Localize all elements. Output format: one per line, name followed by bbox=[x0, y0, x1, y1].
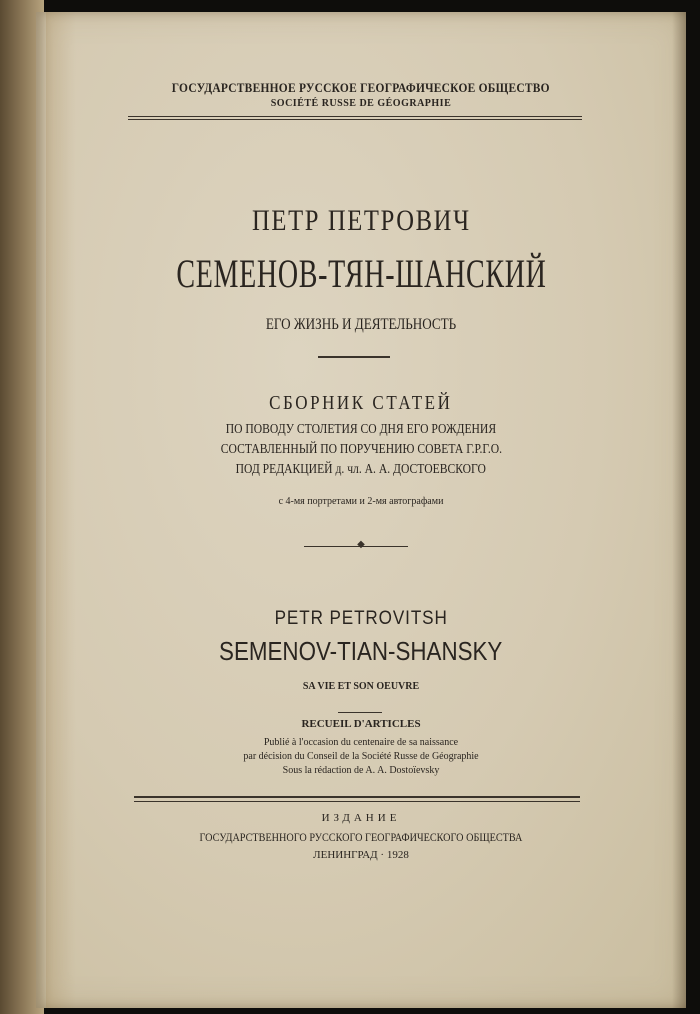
header-rule-1 bbox=[128, 116, 582, 117]
french-collection-line-text: Publié à l'occasion du centenaire de sa naissance bbox=[263, 737, 459, 748]
french-name-line1 bbox=[36, 608, 686, 630]
russian-name-line1-text: ПЕТР ПЕТРОВИЧ bbox=[251, 204, 471, 237]
russian-name-line2 bbox=[36, 250, 686, 297]
french-subtitle-text: SA VIE ET SON OEUVRE bbox=[302, 681, 420, 692]
imprint-publisher bbox=[36, 830, 686, 845]
french-collection-line bbox=[36, 765, 686, 776]
french-collection-line bbox=[36, 751, 686, 762]
russian-name-line1 bbox=[36, 204, 686, 238]
ornament-diamond: ◆ bbox=[357, 539, 365, 550]
french-divider bbox=[338, 712, 382, 713]
illustrations-note-text: с 4-мя портретами и 2-мя автографами bbox=[278, 496, 444, 507]
header-rule-2 bbox=[128, 119, 582, 120]
russian-subtitle-text: ЕГО ЖИЗНЬ И ДЕЯТЕЛЬНОСТЬ bbox=[265, 316, 457, 333]
imprint-label-text: ИЗДАНИЕ bbox=[321, 812, 401, 824]
imprint-place-year-text: ЛЕНИНГРАД · 1928 bbox=[313, 849, 409, 861]
russian-collection-heading bbox=[36, 392, 686, 415]
french-subtitle bbox=[36, 681, 686, 692]
french-name-line2-text: SEMENOV-TIAN-SHANSKY bbox=[219, 636, 503, 666]
publisher-header-fr-text: SOCIÉTÉ RUSSE DE GÉOGRAPHIE bbox=[270, 98, 452, 109]
imprint-publisher-text: ГОСУДАРСТВЕННОГО РУССКОГО ГЕОГРАФИЧЕСКОГО ОБЩЕСТВА bbox=[199, 830, 523, 844]
russian-collection-line bbox=[36, 442, 686, 458]
russian-collection-heading-text: СБОРНИК СТАТЕЙ bbox=[269, 392, 453, 414]
imprint-rule-1 bbox=[134, 796, 580, 798]
russian-collection-line bbox=[36, 462, 686, 478]
french-collection-line-text: Sous la rédaction de A. A. Dostoïevsky bbox=[282, 765, 440, 776]
french-name-line2 bbox=[36, 636, 686, 667]
french-collection-line-text: par décision du Conseil de la Société Russe de Géographie bbox=[243, 751, 479, 762]
title-divider bbox=[318, 356, 390, 358]
russian-collection-line-text: ПО ПОВОДУ СТОЛЕТИЯ СО ДНЯ ЕГО РОЖДЕНИЯ bbox=[225, 422, 497, 437]
title-page bbox=[36, 12, 686, 1008]
imprint-label bbox=[36, 812, 686, 824]
french-name-line1-text: PETR PETROVITSH bbox=[274, 608, 448, 629]
publisher-header-fr bbox=[36, 98, 686, 109]
russian-collection-line-text: СОСТАВЛЕННЫЙ ПО ПОРУЧЕНИЮ СОВЕТА Г.Р.Г.О. bbox=[220, 442, 502, 457]
french-collection-heading bbox=[36, 718, 686, 730]
imprint-rule-2 bbox=[134, 801, 580, 802]
russian-collection-line-text: ПОД РЕДАКЦИЕЙ д. чл. А. А. ДОСТОЕВСКОГО bbox=[235, 462, 487, 477]
french-collection-line bbox=[36, 737, 686, 748]
russian-name-line2-text: СЕМЕНОВ-ТЯН-ШАНСКИЙ bbox=[175, 251, 547, 296]
publisher-header-ru-text: ГОСУДАРСТВЕННОЕ РУССКОЕ ГЕОГРАФИЧЕСКОЕ ОБЩЕСТВО bbox=[171, 80, 551, 95]
russian-subtitle bbox=[36, 316, 686, 334]
publisher-header-ru bbox=[36, 80, 686, 96]
imprint-place-year bbox=[36, 849, 686, 861]
illustrations-note bbox=[36, 496, 686, 507]
french-collection-heading-text: RECUEIL D'ARTICLES bbox=[301, 718, 421, 730]
russian-collection-line bbox=[36, 422, 686, 438]
